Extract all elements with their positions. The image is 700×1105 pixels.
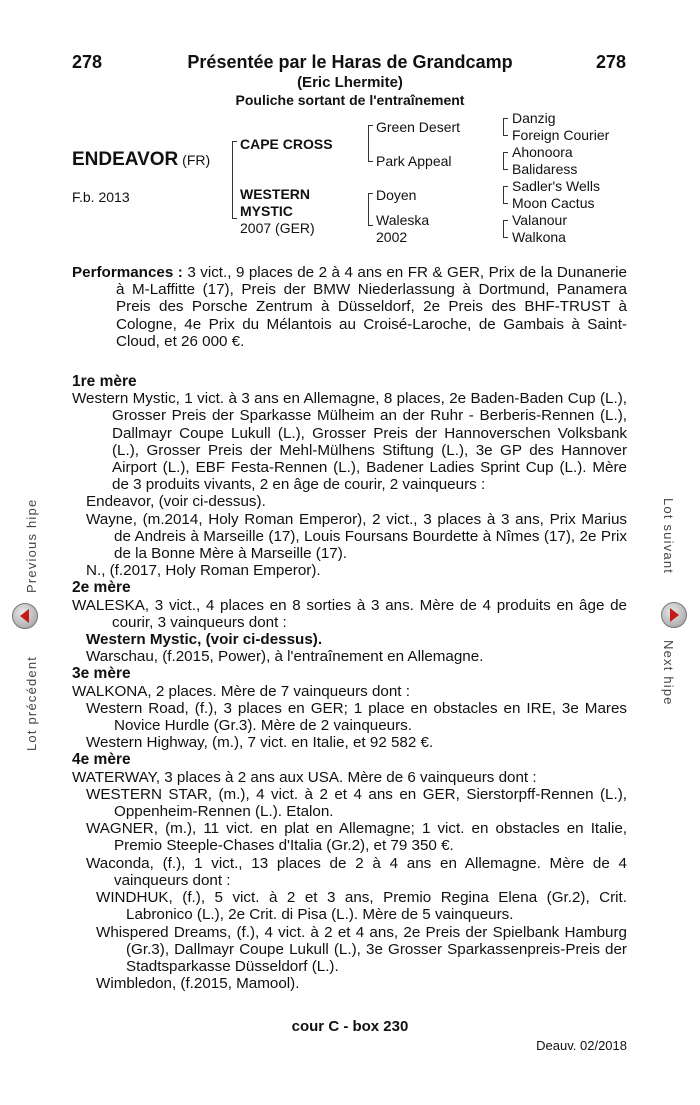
lot-number-right: 278 <box>596 52 627 72</box>
m4-grandchild-2: Whispered Dreams, (f.), 4 vict. à 2 et 4 ans, 2e Preis der Spielbank Hamburg (Gr.3), Dallmayr Coupe Lukull (L.), 3e Grosser Sparkassenpreis-Preis der Stadtsparkasse Düsseldorf (L.). <box>96 923 627 975</box>
arrow-right-icon <box>662 603 686 627</box>
m4-child-2: WAGNER, (m.), 11 vict. en plat en Allemagne; 1 vict. en obstacles en Italie, Premio Steeple-Chases d'Italia (Gr.2), et 79 350 €. <box>86 820 627 855</box>
sire-bracket <box>368 125 373 162</box>
m3-child-2: Western Highway, (m.), 7 vict. en Italie, et 92 582 €. <box>86 734 434 752</box>
m4-child-1: WESTERN STAR, (m.), 4 vict. à 2 et 4 ans en GER, Sierstorpff-Rennen (L.), Oppenheim-Rennen (L.). Etalon. <box>86 785 627 821</box>
section-1re-mere: 1re mère <box>72 373 137 390</box>
m4-main: WATERWAY, 3 places à 2 ans aux USA. Mère de 6 vainqueurs dont : <box>72 768 537 786</box>
performances <box>72 264 627 350</box>
performances-paragraph <box>72 264 627 350</box>
m4-grandchild-1: WINDHUK, (f.), 5 vict. à 2 et 3 ans, Premio Regina Elena (Gr.2), Crit. Labronico (L.), 2e Crit. di Pisa (L.). Mère de 5 vainqueurs. <box>96 889 627 924</box>
dam-name-1: WESTERN <box>240 186 310 202</box>
gen4-bracket-1 <box>503 118 508 136</box>
dam-name-2: MYSTIC <box>240 203 293 219</box>
gen3-2: Park Appeal <box>376 153 452 169</box>
performances-label: Performances : <box>72 264 183 281</box>
pedigree-bracket <box>232 141 237 219</box>
gen4-3: Ahonoora <box>512 144 573 160</box>
gen4-5: Sadler's Wells <box>512 178 600 194</box>
m3-main: WALKONA, 2 places. Mère de 7 vainqueurs dont : <box>72 682 410 700</box>
consignor-title: Présentée par le Haras de Grandcamp <box>187 52 513 72</box>
previous-hipe-label[interactable]: Previous hipe <box>24 498 39 593</box>
gen4-1: Danzig <box>512 110 556 126</box>
horse-name-text: ENDEAVOR <box>72 149 179 170</box>
section-4e-mere: 4e mère <box>72 751 131 769</box>
gen3-1: Green Desert <box>376 119 461 135</box>
horse-name <box>72 149 210 171</box>
next-hipe-label[interactable]: Next hipe <box>661 640 676 706</box>
gen4-4: Balidaress <box>512 161 578 177</box>
m2-child-1: Western Mystic, (voir ci-dessus). <box>86 631 323 649</box>
m3-child-1: Western Road, (f.), 3 places en GER; 1 place en obstacles en IRE, 3e Mares Novice Hurdle (Gr.3). Mère de 2 vainqueurs. <box>86 699 627 735</box>
box-location: cour C - box 230 <box>291 1018 409 1035</box>
consignor-note: Pouliche sortant de l'entraînement <box>235 92 465 108</box>
gen3-5: 2002 <box>376 229 408 245</box>
lot-suivant-label[interactable]: Lot suivant <box>661 498 676 575</box>
sire-name: CAPE CROSS <box>240 136 333 152</box>
dam-lines <box>72 373 627 992</box>
gen4-6: Moon Cactus <box>512 195 595 211</box>
performances-text: 3 vict., 9 places de 2 à 4 ans en FR & GER, Prix de la Dunanerie à M-Laffitte (17), Preis der BMW Niederlassung à Dortmund, Panamera Preis des Porsche Zentrum à Düsseldorf, 2e Preis des BHF-TRUST à Cologne, 4e Prix du Mélantois au Croisé-Laroche, de Gambais à Saint-Cloud, et 26 000 €. <box>116 264 627 350</box>
m2-child-2: Warschau, (f.2015, Power), à l'entraînement en Allemagne. <box>86 648 484 666</box>
arrow-left-icon <box>13 604 37 628</box>
consignor-subtitle: (Eric Lhermite) <box>297 74 403 91</box>
gen4-2: Foreign Courier <box>512 127 610 143</box>
previous-lot-button[interactable] <box>12 603 38 629</box>
next-lot-button[interactable] <box>661 602 687 628</box>
dam-bracket <box>368 193 373 226</box>
gen4-7: Valanour <box>512 212 568 228</box>
horse-info: F.b. 2013 <box>72 189 130 205</box>
gen3-4: Waleska <box>376 212 430 228</box>
m2-main: WALESKA, 3 vict., 4 places en 8 sorties à 3 ans. Mère de 4 produits en âge de courir, 3 vainqueurs dont : <box>72 596 627 631</box>
section-2e-mere: 2e mère <box>72 579 131 597</box>
lot-precedent-label[interactable]: Lot précédent <box>24 655 39 751</box>
m4-grandchild-3: Wimbledon, (f.2015, Mamool). <box>96 975 300 993</box>
m1-child-1: Endeavor, (voir ci-dessus). <box>86 493 266 511</box>
m1-main: Western Mystic, 1 vict. à 3 ans en Allemagne, 8 places, 2e Baden-Baden Cup (L.), Grosser Preis der Sparkasse Mülheim an der Ruhr - Berberis-Rennen (L.), Dallmayr Coupe Lukull (L.), Grosser Preis der Hannoverschen Volksbank (L.), Grosser Preis der Mehl-Mülhens Stiftung (L.), 3e GP des Hannover Airport (L.), EBF Festa-Rennen (L.), Badener Ladies Sprint Cup (L.). Mère de 3 produits vivants, 2 en âge de courir, 2 vainqueurs : <box>72 390 627 494</box>
gen3-3: Doyen <box>376 187 417 203</box>
catalogue-edition: Deauv. 02/2018 <box>536 1038 627 1053</box>
dam-info: 2007 (GER) <box>240 220 315 236</box>
gen4-8: Walkona <box>512 229 566 245</box>
section-3e-mere: 3e mère <box>72 665 131 683</box>
gen4-bracket-4 <box>503 220 508 238</box>
gen4-bracket-2 <box>503 152 508 170</box>
horse-country: (FR) <box>182 152 211 168</box>
lot-number-left: 278 <box>72 52 103 72</box>
m1-child-3: N., (f.2017, Holy Roman Emperor). <box>86 562 321 580</box>
gen4-bracket-3 <box>503 186 508 204</box>
m1-child-2: Wayne, (m.2014, Holy Roman Emperor), 2 vict., 3 places à 3 ans, Prix Marius de Andreis à Marseille (17), Louis Foursans Bourdette à Nîmes (17), 2e Prix de la Bonne Mère à Marseille (17). <box>86 510 627 563</box>
m4-child-3: Waconda, (f.), 1 vict., 13 places de 2 à 4 ans en Allemagne. Mère de 4 vainqueurs dont : <box>86 854 627 889</box>
